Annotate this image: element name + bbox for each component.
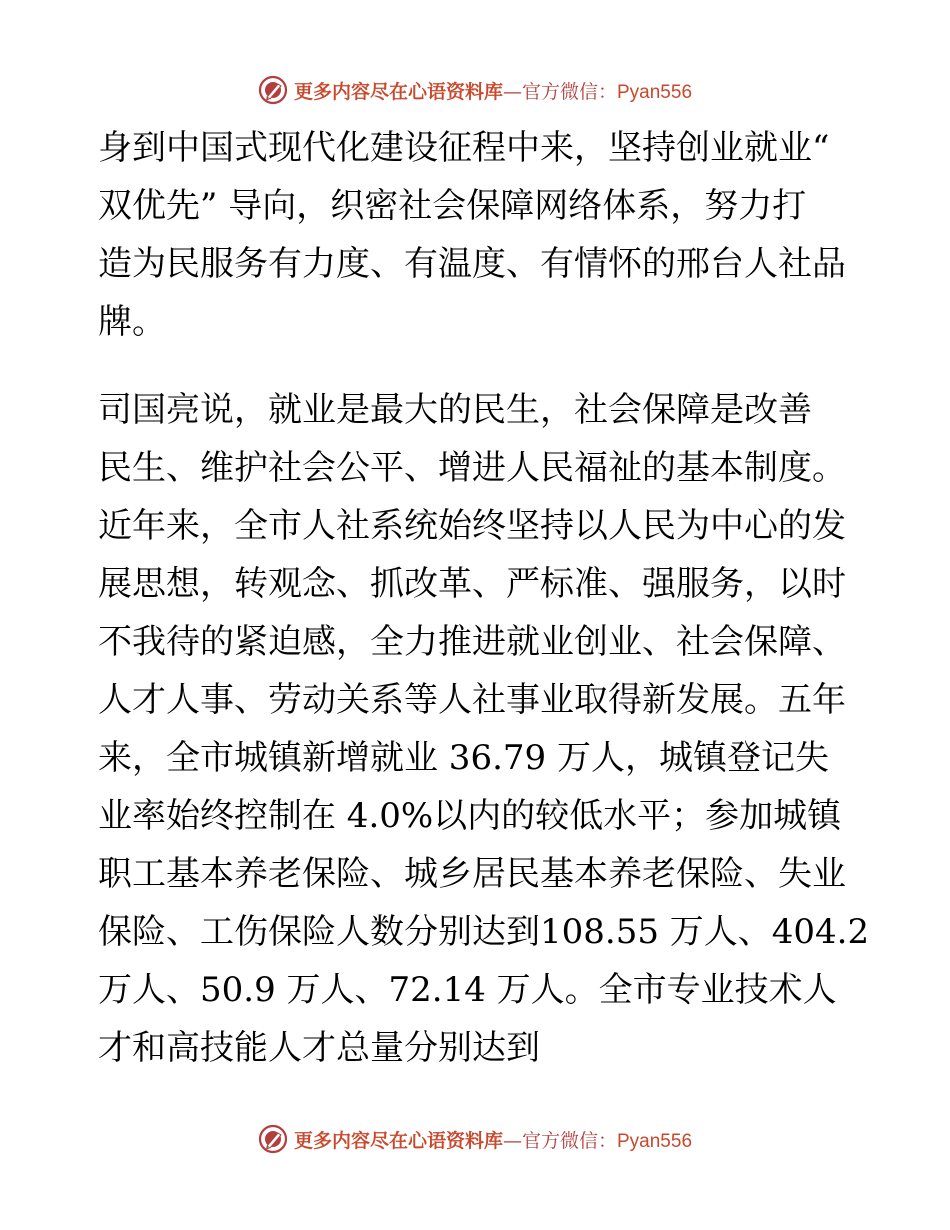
footer-dash: — <box>502 1129 522 1152</box>
text-line: 牌。 <box>98 302 166 342</box>
paragraph-2 <box>98 381 868 1077</box>
text-line: 司国亮说，就业是最大的民生，社会保障是改善 <box>98 390 812 430</box>
pen-logo-icon <box>258 1124 288 1154</box>
footer-slogan: 更多内容尽在心语资料库 <box>293 1129 503 1152</box>
header-wechat-label: 官方微信： <box>521 80 617 103</box>
header-text <box>294 77 692 104</box>
text-line: 人才人事、劳动关系等人社事业取得新发展。五年 <box>98 680 846 720</box>
header-dash: — <box>502 80 522 103</box>
text-line: 展思想，转观念、抓改革、严标准、强服务，以时 <box>98 564 846 604</box>
paragraph-spacer <box>98 351 868 381</box>
paragraph-1 <box>98 119 868 351</box>
header-watermark <box>0 74 950 106</box>
text-line: 身到中国式现代化建设征程中来，坚持创业就业“ <box>98 128 830 168</box>
footer-wechat-id: Pyan556 <box>617 1130 693 1152</box>
text-line: 来，全市城镇新增就业 36.79 万人，城镇登记失 <box>98 738 829 778</box>
text-line: 造为民服务有力度、有温度、有情怀的邢台人社品 <box>98 244 846 284</box>
text-line: 保险、工伤保险人数分别达到108.55 万人、404.2 <box>98 912 870 952</box>
text-line: 职工基本养老保险、城乡居民基本养老保险、失业 <box>98 854 846 894</box>
header-wechat-id: Pyan556 <box>617 81 693 103</box>
text-line: 民生、维护社会公平、增进人民福祉的基本制度。 <box>98 448 846 488</box>
text-line: 不我待的紧迫感，全力推进就业创业、社会保障、 <box>98 622 846 662</box>
text-line: 业率始终控制在 4.0%以内的较低水平；参加城镇 <box>98 796 842 836</box>
text-line: 近年来，全市人社系统始终坚持以人民为中心的发 <box>98 506 846 546</box>
text-line: 双优先” 导向，织密社会保障网络体系，努力打 <box>98 186 807 226</box>
body-text <box>98 119 868 1077</box>
footer-watermark <box>0 1123 950 1155</box>
header-slogan: 更多内容尽在心语资料库 <box>293 80 503 103</box>
footer-text <box>294 1126 692 1153</box>
text-line: 万人、50.9 万人、72.14 万人。全市专业技术人 <box>98 970 837 1010</box>
text-line: 才和高技能人才总量分别达到 <box>98 1028 540 1068</box>
footer-wechat-label: 官方微信： <box>521 1129 617 1152</box>
pen-logo-icon <box>258 75 288 105</box>
